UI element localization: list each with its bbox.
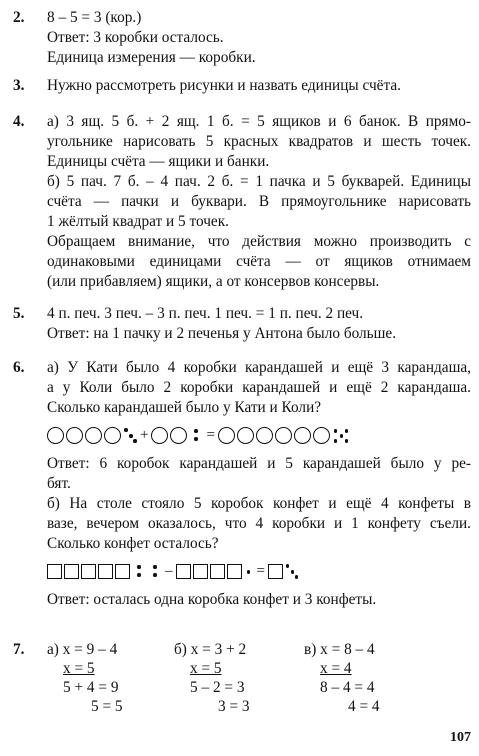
task-number: 7. [13,641,25,658]
circle-icon [104,427,121,444]
text-line: бят. [47,475,71,492]
square-icon [193,564,208,579]
text-line: Сколько конфет осталось? [47,535,219,552]
one-dot-icon [244,562,254,580]
equation-column [174,640,250,716]
page-number: 107 [450,730,471,745]
circle-icon [85,427,102,444]
circles-diagram [47,422,471,448]
circle-icon [218,427,235,444]
three-dots-icon [123,426,137,444]
equations-row [47,640,471,720]
equation-result: x = 4 [320,660,352,677]
text-line: Обращаем внимание, что действия можно производить с [47,233,471,250]
circle-icon [66,427,83,444]
text-line: вазе, вечером оказалось, что 4 коробки и 1 конфету съели. [47,515,471,532]
equals-sign: = [206,427,215,443]
three-dots-icon [285,562,299,580]
equals-sign: = [256,563,265,579]
text-line: Единицы счёта — ящики и банки. [47,153,270,170]
equation-check: 5 – 2 = 3 [190,679,245,696]
five-dots-icon [332,426,354,444]
text-line: одинаковыми единицами счёта — от ящиков отнимаем [47,253,471,270]
text-line: (или прибавляем) ящики, а от консервов консервы. [47,273,380,290]
text-line: Ответ: осталась одна коробка конфет и 3 конфеты. [47,591,377,608]
square-icon [176,564,191,579]
square-icon [210,564,225,579]
text-line: Ответ: 3 коробки осталось. [47,29,224,46]
task-number: 4. [13,113,25,130]
text-line: 1 жёлтый квадрат и 5 точек. [47,213,229,230]
equation-column [47,640,123,716]
task-5 [13,304,471,344]
text-line: 8 – 5 = 3 (кор.) [47,9,142,26]
text-line: 4 п. печ. 3 печ. – 3 п. печ. 1 печ. = 1 п. печ. 2 печ. [47,305,364,322]
circle-icon [275,427,292,444]
text-line: а) У Кати было 4 коробки карандашей и ещё 3 карандаша, [47,359,471,376]
text-line: а) 3 ящ. 5 б. + 2 ящ. 1 б. = 5 ящиков и 6 банок. В прямо- [47,113,471,130]
minus-sign: – [165,563,173,579]
text-line: Ответ: 6 коробок карандашей и 5 карандашей было у ре- [47,455,471,472]
square-icon [47,564,62,579]
two-dots-icon [189,426,203,444]
task-number: 3. [13,77,25,94]
equation-check: 8 – 4 = 4 [320,679,375,696]
two-dots-icon [132,562,146,580]
text-line: Ответ: на 1 пачку и 2 печенья у Антона было больше. [47,325,397,342]
equation-final: 4 = 4 [348,698,380,715]
square-icon [98,564,113,579]
circle-icon [237,427,254,444]
square-icon [64,564,79,579]
equation: а) x = 9 – 4 [47,641,118,658]
text-line: угольнике нарисовать 5 красных квадратов и шесть точек. [47,133,471,150]
equation-result: x = 5 [190,660,222,677]
text-line: а у Коли было 2 коробки карандашей и ещё 2 карандаша. [47,379,471,396]
equation-column [304,640,380,716]
plus-sign: + [140,427,149,443]
square-icon [81,564,96,579]
text-line: Сколько карандашей было у Кати и Коли? [47,399,322,416]
task-4 [13,112,471,292]
square-icon [115,564,130,579]
circle-icon [294,427,311,444]
task-number: 5. [13,305,25,322]
two-dots-icon [148,562,162,580]
text-line: б) На столе стояло 5 коробок конфет и ещё 4 конфеты в [47,495,471,512]
circle-icon [256,427,273,444]
task-6 [13,358,471,610]
square-icon [227,564,242,579]
squares-diagram [47,558,471,584]
text-line: б) 5 пач. 7 б. – 4 пач. 2 б. = 1 пачка и 5 букварей. Единицы [47,173,471,190]
text-line: Единица измерения — коробки. [47,49,256,66]
equation: в) x = 8 – 4 [304,641,375,658]
task-number: 6. [13,359,25,376]
circle-icon [313,427,330,444]
task-3 [13,76,471,96]
circle-icon [151,427,168,444]
text-line: счёта — пачки и буквари. В прямоугольнике нарисовать [47,193,471,210]
task-7 [13,640,471,720]
equation-result: x = 5 [63,660,95,677]
square-icon [268,564,283,579]
circle-icon [170,427,187,444]
task-2 [13,8,471,68]
equation-final: 5 = 5 [91,698,123,715]
equation-final: 3 = 3 [218,698,250,715]
task-number: 2. [13,9,25,26]
equation: б) x = 3 + 2 [174,641,247,658]
text-line: Нужно рассмотреть рисунки и назвать единицы счёта. [47,77,401,94]
circle-icon [47,427,64,444]
equation-check: 5 + 4 = 9 [63,679,119,696]
